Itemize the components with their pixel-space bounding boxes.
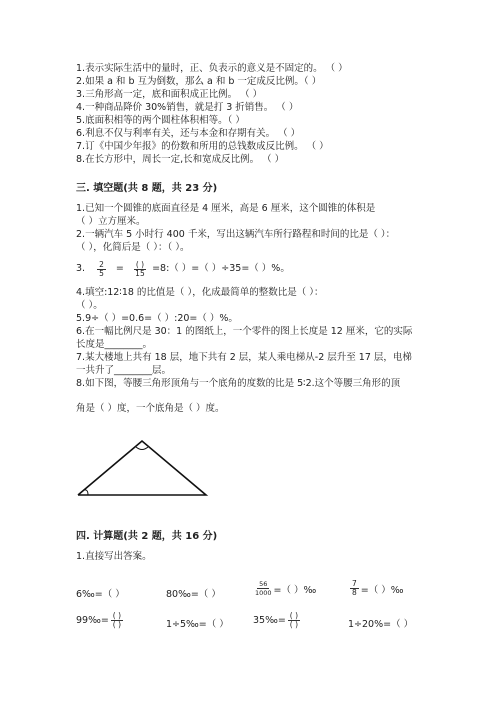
q3-frac1-denominator: 5 bbox=[99, 268, 104, 278]
judge-item-6: 6.利息不仅与利率有关，还与本金和存期有关。 （ ） bbox=[76, 128, 301, 139]
q3-frac2-numerator: ( ) bbox=[135, 259, 145, 269]
q8-line-a: 8.如下图，等腰三角形顶角与一个底角的度数的比是 5∶2.这个等腰三角形的顶 bbox=[76, 378, 401, 389]
calc-r1-c4 bbox=[348, 580, 404, 597]
calc-r1-c3-numerator: 56 bbox=[259, 580, 268, 588]
q6-line-b: 长度是________。 bbox=[76, 339, 153, 350]
calc-r2-c1-prefix: 99‰= bbox=[76, 615, 109, 626]
calc-r1-c3 bbox=[253, 580, 316, 597]
q5-line: 5.9÷（ ）=0.6=（ ）:20=（ ）%。 bbox=[76, 313, 238, 324]
calc-r2-c1-denominator: ( ) bbox=[112, 620, 122, 629]
q8-line-b: 角是（ ）度，一个底角是（ ）度。 bbox=[76, 403, 225, 414]
calc-r2-c1 bbox=[76, 612, 125, 629]
judge-item-2: 2.如果 a 和 b 互为倒数，那么 a 和 b 一定成反比例。（ ） bbox=[76, 76, 322, 87]
judge-item-8: 8.在长方形中，周长一定,长和宽成反比例。 （ ） bbox=[76, 154, 285, 165]
calc-r1-c3-text: =（ ）‰ bbox=[273, 584, 317, 596]
q7-line-a: 7.某大楼地上共有 18 层，地下共有 2 层，某人乘电梯从-2 层升至 17 层，电梯 bbox=[76, 352, 412, 363]
q4-line-a: 4.填空:12∶18 的比值是（ ），化成最简单的整数比是（ ）： bbox=[76, 287, 324, 298]
q3-equals: = bbox=[115, 263, 124, 274]
calc-r2-c3-fraction bbox=[288, 612, 300, 629]
q2-line-b: （ ），化简后是（ ）：（ ）。 bbox=[76, 242, 190, 253]
calc-r2-c2: 1÷5‰=（ ） bbox=[166, 619, 229, 630]
apex-angle-arc bbox=[136, 447, 148, 450]
isosceles-triangle-figure bbox=[72, 436, 212, 498]
q3-frac2-denominator: 15 bbox=[135, 268, 145, 278]
q7-line-b: 一共升了________层。 bbox=[76, 365, 172, 376]
judge-item-4: 4.一种商品降价 30%销售，就是打 3 折销售。 （ ） bbox=[76, 102, 299, 113]
calc-r2-c1-fraction bbox=[111, 612, 123, 629]
section-4-title: 四. 计算题(共 2 题，共 16 分) bbox=[76, 531, 218, 542]
q1-line-a: 1.已知一个圆锥的底面直径是 4 厘米，高是 6 厘米，这个圆锥的体积是 bbox=[76, 203, 376, 214]
calc-r1-c4-text: =（ ）‰ bbox=[360, 584, 404, 596]
judge-item-1: 1.表示实际生活中的量时，正、负表示的意义是不固定的。 （ ） bbox=[76, 63, 348, 74]
calc-r2-c3-denominator: ( ) bbox=[289, 620, 299, 629]
calc-r2-c3-prefix: 35‰= bbox=[253, 615, 286, 626]
calc-r2-c1-numerator: ( ) bbox=[112, 611, 122, 620]
calc-r1-c4-numerator: 7 bbox=[352, 579, 357, 588]
calc-r2-c3-numerator: ( ) bbox=[289, 611, 299, 620]
calc-r2-c4: 1÷20%=（ ） bbox=[348, 619, 414, 630]
calc-r1-c1: 6‰=（ ） bbox=[76, 589, 125, 600]
q3-frac1-numerator: 2 bbox=[99, 259, 104, 269]
calc-r1-c4-denominator: 8 bbox=[352, 588, 357, 597]
q3-line bbox=[76, 258, 290, 280]
q4-line-b: （ ）。 bbox=[76, 300, 103, 311]
calc-r1-c2: 80‰=（ ） bbox=[166, 589, 221, 600]
q3-rest: =8:（ ）=（ ）÷35=（ ）%。 bbox=[152, 263, 290, 274]
q2-line-a: 2.一辆汽车 5 小时行 400 千米，写出这辆汽车所行路程和时间的比是（ ）： bbox=[76, 229, 396, 240]
judge-item-3: 3.三角形高一定，底和面积成正比例。 （ ） bbox=[76, 89, 263, 100]
q1-line-b: （ ）立方厘米。 bbox=[76, 216, 146, 227]
section-3-title: 三. 填空题(共 8 题，共 23 分) bbox=[76, 183, 218, 194]
q3-fraction-2 bbox=[134, 261, 146, 278]
q3-fraction-1 bbox=[97, 261, 106, 278]
judge-item-7: 7.订《中国少年报》的份数和所用的总钱数成反比例。 （ ） bbox=[76, 141, 329, 152]
calc-r1-c3-denominator: 1000 bbox=[255, 589, 272, 597]
calc-r1-c3-fraction bbox=[255, 580, 272, 597]
calc-r2-c3 bbox=[253, 612, 302, 629]
q3-prefix: 3. bbox=[76, 263, 86, 274]
q6-line-a: 6.在一幅比例尺是 30：1 的图纸上，一个零件的图上长度是 12 厘米，它的实际 bbox=[76, 326, 413, 337]
judge-item-5: 5.底面积相等的两个圆柱体积相等。（ ） bbox=[76, 115, 245, 126]
calc-r1-c4-fraction bbox=[350, 580, 359, 597]
calc-subtitle: 1.直接写出答案。 bbox=[76, 551, 152, 562]
